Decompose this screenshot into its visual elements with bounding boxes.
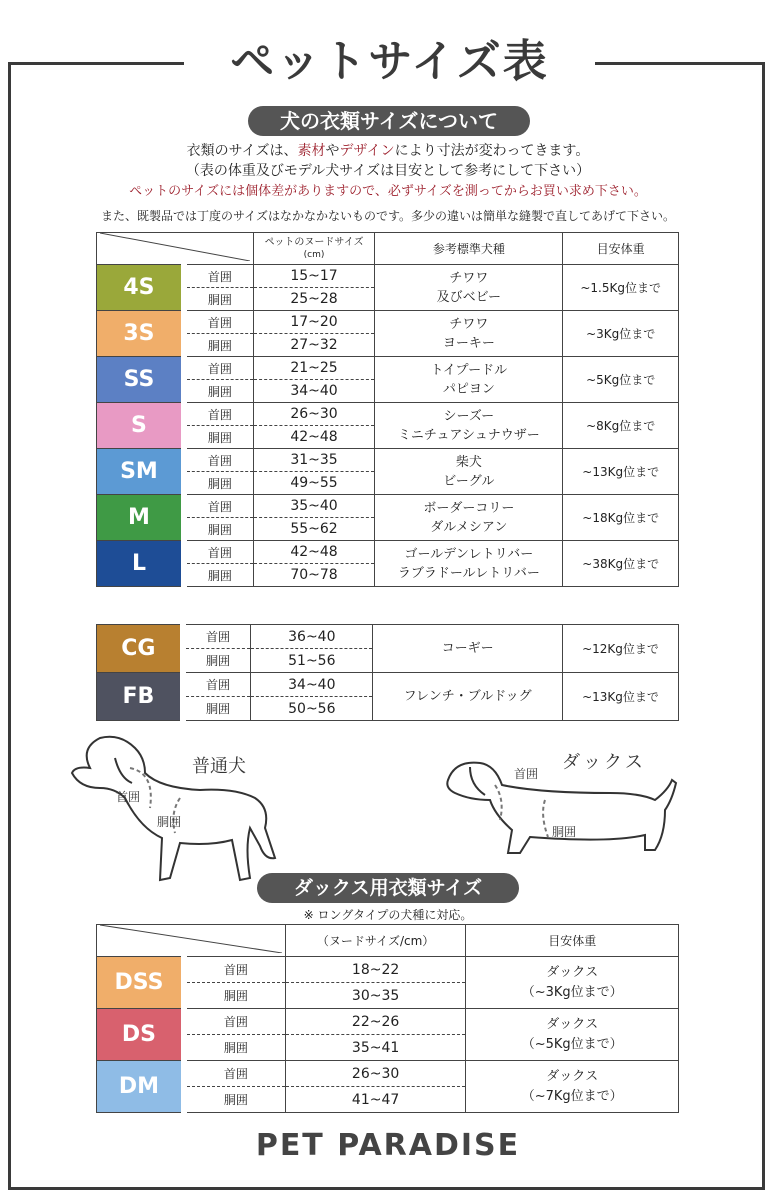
- dachshund-label: ダックス: [562, 752, 646, 773]
- size-badge: 4S: [97, 265, 184, 311]
- neck-label: 首囲: [184, 311, 253, 334]
- breed-line-2: ビーグル: [443, 473, 495, 489]
- size-badge: L: [97, 541, 184, 587]
- table-row: [97, 673, 679, 697]
- body-value: 41~47: [285, 1087, 466, 1113]
- size-badge: DSS: [97, 957, 184, 1009]
- body-value: 27~32: [253, 334, 375, 357]
- neck-label: 首囲: [184, 541, 253, 564]
- size-badge: FB: [97, 673, 183, 721]
- diagonal-line: [100, 233, 250, 261]
- dachshund-header-diagonal: [97, 925, 286, 957]
- breed-line-1: チワワ: [449, 316, 489, 332]
- brand-footer: PET PARADISE: [255, 1128, 521, 1163]
- table-row: [97, 311, 679, 334]
- neck-label: 首囲: [184, 1009, 285, 1035]
- body-label: 胴囲: [183, 649, 251, 673]
- page-title: ペットサイズ表: [230, 36, 549, 87]
- size-badge: S: [97, 403, 184, 449]
- intro-line-3: ペットのサイズには個体差がありますので、必ずサイズを測ってからお買い求め下さい。: [129, 184, 647, 199]
- intro-text: や: [325, 143, 340, 159]
- dachshund-header-nude: （ヌードサイズ/cm）: [285, 925, 466, 957]
- size-badge: SS: [97, 357, 184, 403]
- body-label: 胴囲: [184, 518, 253, 541]
- neck-value: 26~30: [285, 1061, 466, 1087]
- neck-value: 17~20: [253, 311, 375, 334]
- neck-label: 首囲: [183, 625, 251, 649]
- neck-label: 首囲: [184, 403, 253, 426]
- breed-cell: [373, 673, 563, 721]
- body-value: 50~56: [251, 697, 373, 721]
- body-value: 42~48: [253, 426, 375, 449]
- intro-red-material: 素材: [297, 143, 326, 159]
- regular-body-label: 胴囲: [157, 815, 182, 829]
- section-heading-dog-clothes: 犬の衣類サイズについて: [248, 106, 530, 136]
- weight-line-1: ダックス: [546, 1016, 599, 1032]
- body-label: 胴囲: [184, 1087, 285, 1113]
- breed-cell: [375, 495, 563, 541]
- dachshund-neck-label: 首囲: [514, 767, 539, 781]
- body-value: 34~40: [253, 380, 375, 403]
- breed-line-1: 柴犬: [455, 454, 482, 470]
- body-value: 51~56: [251, 649, 373, 673]
- body-label: 胴囲: [184, 564, 253, 587]
- neck-value: 36~40: [251, 625, 373, 649]
- breed-line-1: ゴールデンレトリバー: [404, 546, 534, 562]
- table-row: [97, 495, 679, 518]
- breed-line-1: シーズー: [443, 408, 495, 424]
- neck-value: 21~25: [253, 357, 375, 380]
- table-row: [97, 449, 679, 472]
- breed-cell: [373, 625, 563, 673]
- regular-neck-label: 首囲: [116, 790, 141, 804]
- table-row: [97, 403, 679, 426]
- breed-line-2: パピヨン: [442, 381, 495, 397]
- weight-cell: [466, 1009, 679, 1061]
- body-label: 胴囲: [184, 472, 253, 495]
- regular-dog-label: 普通犬: [192, 756, 246, 777]
- frame-line-left: [8, 62, 184, 65]
- intro-text: により寸法が変わってきます。: [394, 143, 590, 159]
- neck-value: 31~35: [253, 449, 375, 472]
- breed-cell: [375, 311, 563, 357]
- weight-cell: ~12Kg位まで: [562, 625, 678, 673]
- breed-line-2: ダルメシアン: [430, 519, 508, 535]
- neck-value: 42~48: [253, 541, 375, 564]
- weight-line-2: （~5Kg位まで）: [521, 1036, 623, 1052]
- header-weight: 目安体重: [563, 233, 679, 265]
- body-label: 胴囲: [184, 380, 253, 403]
- header-diagonal-cell: [97, 233, 254, 265]
- dachshund-note: ※ ロングタイプの犬種に対応。: [303, 908, 473, 922]
- body-label: 胴囲: [184, 426, 253, 449]
- dachshund-body-label: 胴囲: [552, 825, 577, 839]
- body-label: 胴囲: [183, 697, 251, 721]
- breed-cell: [375, 265, 563, 311]
- frame-line-right: [595, 62, 765, 65]
- weight-line-2: （~3Kg位まで）: [521, 984, 623, 1000]
- diagonal-line: [100, 925, 282, 953]
- neck-label: 首囲: [184, 357, 253, 380]
- breed-cell: [375, 449, 563, 495]
- weight-cell: [466, 1061, 679, 1113]
- neck-value: 18~22: [285, 957, 466, 983]
- weight-cell: ~5Kg位まで: [563, 357, 679, 403]
- neck-label: 首囲: [184, 1061, 285, 1087]
- body-label: 胴囲: [184, 1035, 285, 1061]
- weight-cell: ~13Kg位まで: [562, 673, 678, 721]
- neck-label: 首囲: [184, 495, 253, 518]
- table-row: [97, 1009, 679, 1035]
- body-value: 55~62: [253, 518, 375, 541]
- neck-value: 15~17: [253, 265, 375, 288]
- size-badge: DM: [97, 1061, 184, 1113]
- neck-label: 首囲: [184, 957, 285, 983]
- size-badge: DS: [97, 1009, 184, 1061]
- breed-line-1: チワワ: [449, 270, 489, 286]
- dachshund-header-row: [97, 925, 679, 957]
- neck-label: 首囲: [184, 449, 253, 472]
- breed-line-2: ヨーキー: [442, 335, 495, 351]
- weight-cell: [466, 957, 679, 1009]
- section-heading-dachshund: ダックス用衣類サイズ: [257, 873, 519, 903]
- intro-text: 衣類のサイズは、: [186, 143, 298, 159]
- body-value: 49~55: [253, 472, 375, 495]
- neck-value: 26~30: [253, 403, 375, 426]
- neck-value: 34~40: [251, 673, 373, 697]
- table-row: [97, 265, 679, 288]
- weight-line-1: ダックス: [546, 964, 599, 980]
- intro-line-1: [0, 140, 776, 160]
- body-label: 胴囲: [184, 983, 285, 1009]
- breed-line-1: コーギー: [441, 641, 494, 656]
- table-row: [97, 357, 679, 380]
- weight-cell: ~13Kg位まで: [563, 449, 679, 495]
- body-value: 30~35: [285, 983, 466, 1009]
- breed-line-1: ボーダーコリー: [423, 500, 515, 516]
- breed-cell: [375, 541, 563, 587]
- weight-cell: ~38Kg位まで: [563, 541, 679, 587]
- header-breed: 参考標準犬種: [375, 233, 563, 265]
- neck-label: 首囲: [183, 673, 251, 697]
- size-badge: SM: [97, 449, 184, 495]
- breed-cell: [375, 357, 563, 403]
- breed-line-1: トイプードル: [430, 362, 508, 378]
- header-unit-label: (cm): [303, 249, 325, 260]
- breed-line-2: 及びベビー: [436, 289, 502, 305]
- dachshund-size-table: [96, 924, 679, 1113]
- weight-cell: ~1.5Kg位まで: [563, 265, 679, 311]
- regular-dog-illustration: [60, 728, 290, 893]
- body-value: 70~78: [253, 564, 375, 587]
- size-table-special: [96, 624, 679, 721]
- neck-value: 22~26: [285, 1009, 466, 1035]
- neck-label: 首囲: [184, 265, 253, 288]
- header-nude-size: [253, 233, 375, 265]
- weight-cell: ~3Kg位まで: [563, 311, 679, 357]
- intro-red-design: デザイン: [339, 143, 395, 159]
- body-label: 胴囲: [184, 288, 253, 311]
- weight-cell: ~8Kg位まで: [563, 403, 679, 449]
- weight-line-1: ダックス: [546, 1068, 599, 1084]
- size-table: [96, 232, 679, 587]
- breed-line-2: ラブラドールレトリバー: [397, 565, 540, 581]
- body-label: 胴囲: [184, 334, 253, 357]
- header-nude-label: ペットのヌードサイズ: [264, 236, 364, 248]
- size-badge: M: [97, 495, 184, 541]
- dachshund-header-weight: 目安体重: [466, 925, 679, 957]
- weight-cell: ~18Kg位まで: [563, 495, 679, 541]
- table-row: [97, 1061, 679, 1087]
- weight-line-2: （~7Kg位まで）: [521, 1088, 623, 1104]
- breed-line-2: ミニチュアシュナウザー: [397, 427, 540, 443]
- intro-line-2: （表の体重及びモデル犬サイズは目安として参考にして下さい）: [185, 163, 591, 179]
- body-value: 35~41: [285, 1035, 466, 1061]
- table-row: [97, 541, 679, 564]
- table-row: [97, 957, 679, 983]
- body-value: 25~28: [253, 288, 375, 311]
- intro-line-4: また、既製品では丁度のサイズはなかなかないものです。多少の違いは簡単な縫製で直してあげて下さい。: [100, 209, 676, 223]
- neck-value: 35~40: [253, 495, 375, 518]
- size-badge: CG: [97, 625, 183, 673]
- breed-cell: [375, 403, 563, 449]
- size-badge: 3S: [97, 311, 184, 357]
- breed-line-1: フレンチ・ブルドッグ: [403, 689, 532, 704]
- table-row: [97, 625, 679, 649]
- table-header-row: [97, 233, 679, 265]
